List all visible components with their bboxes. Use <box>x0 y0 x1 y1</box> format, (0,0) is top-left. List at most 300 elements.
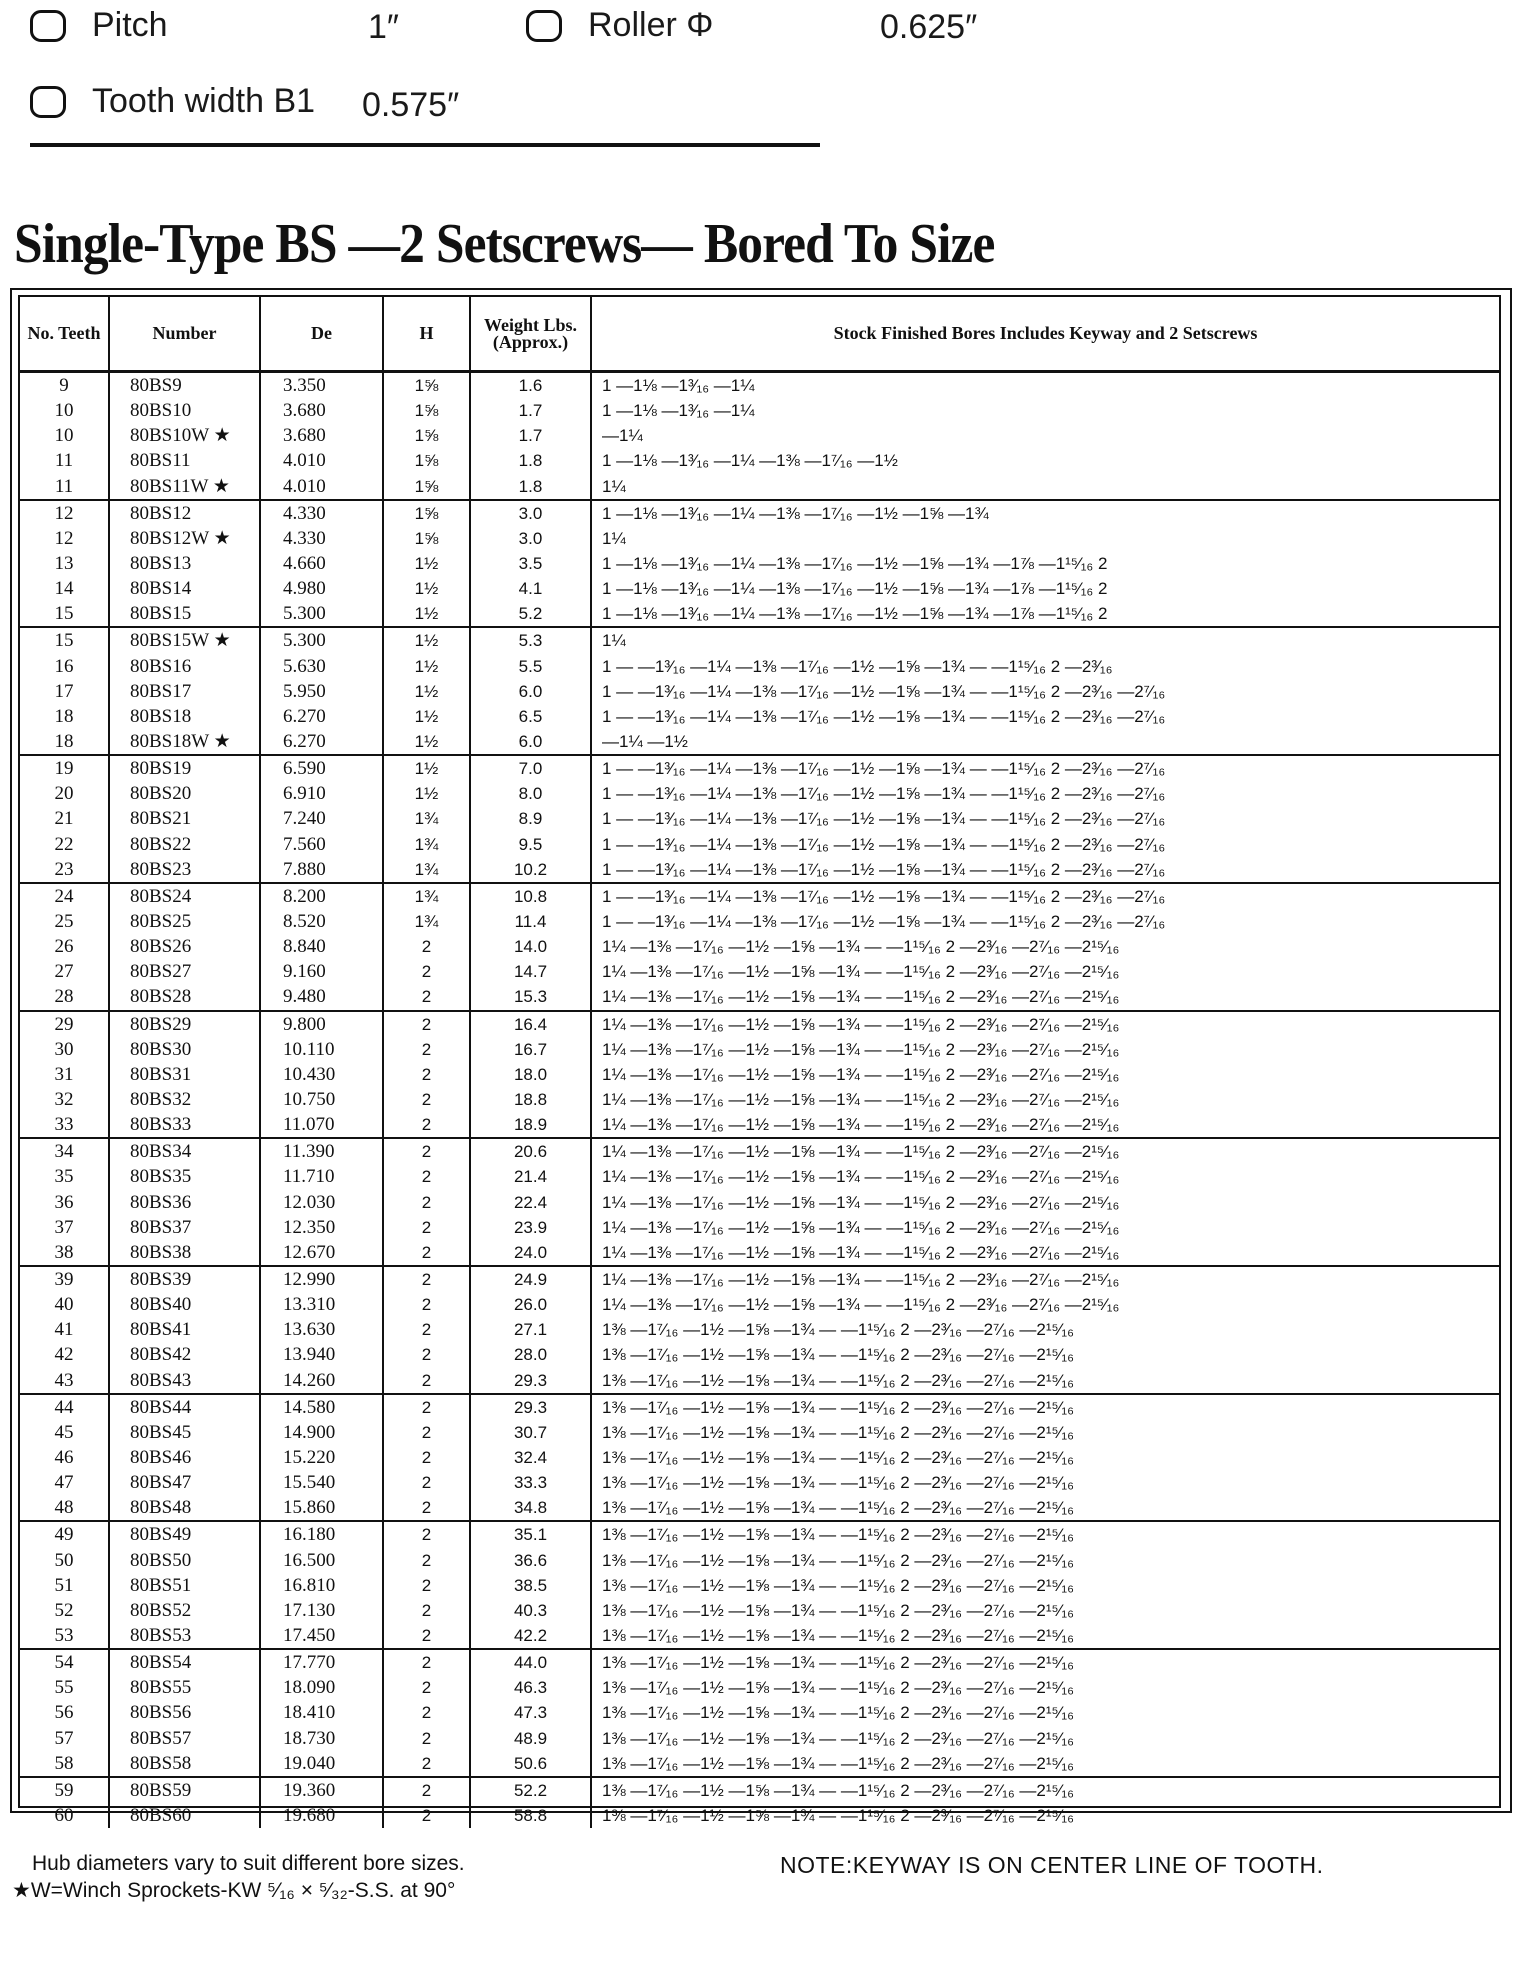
cell-de: 16.500 <box>260 1547 383 1572</box>
table-row <box>20 984 1499 1010</box>
cell-teeth: 16 <box>54 655 74 677</box>
cell-teeth: 40 <box>54 1294 74 1316</box>
cell-bores: 1¼ —1⅜ —1⁷⁄₁₆ —1½ —1⅝ —1¾ — —1¹⁵⁄₁₆ 2 —2³⁄₁₆ —2⁷⁄₁₆ —2¹⁵⁄₁₆ <box>591 1266 1499 1292</box>
cell-teeth: 32 <box>54 1089 74 1110</box>
cell-de: 15.220 <box>260 1445 383 1470</box>
tooth-width-label: Tooth width B1 <box>92 82 316 120</box>
cell-number: 80BS23 <box>109 857 260 883</box>
pitch-option[interactable] <box>30 6 168 45</box>
cell-teeth: 31 <box>54 1063 74 1085</box>
cell-h: 2 <box>383 934 470 959</box>
cell-h: 2 <box>383 1266 470 1292</box>
cell-bores: 1⅜ —1⁷⁄₁₆ —1½ —1⅝ —1¾ — —1¹⁵⁄₁₆ 2 —2³⁄₁₆ —2⁷⁄₁₆ —2¹⁵⁄₁₆ <box>591 1803 1499 1828</box>
cell-teeth: 43 <box>54 1369 74 1391</box>
cell-de: 5.300 <box>260 601 383 627</box>
cell-weight: 46.3 <box>470 1675 591 1700</box>
spec-section <box>0 0 1536 124</box>
cell-teeth: 23 <box>54 858 74 880</box>
cell-number: 80BS10W ★ <box>109 423 260 448</box>
cell-h: 2 <box>383 1394 470 1420</box>
cell-teeth: 49 <box>20 1521 109 1547</box>
cell-teeth: 9 <box>59 375 69 397</box>
roller-option[interactable] <box>526 6 713 45</box>
cell-de: 16.180 <box>260 1521 383 1547</box>
cell-number: 80BS14 <box>109 576 260 601</box>
cell-h: 1½ <box>383 781 470 806</box>
table-row <box>20 1803 1499 1828</box>
cell-h: 1½ <box>383 627 470 653</box>
cell-weight: 27.1 <box>470 1317 591 1342</box>
cell-bores: 1¼ —1⅜ —1⁷⁄₁₆ —1½ —1⅝ —1¾ — —1¹⁵⁄₁₆ 2 —2³⁄₁₆ —2⁷⁄₁₆ —2¹⁵⁄₁₆ <box>591 1240 1499 1266</box>
roller-radio[interactable] <box>526 10 562 42</box>
header-h: H <box>383 297 470 372</box>
table-row <box>20 1649 1499 1675</box>
cell-weight: 23.9 <box>470 1215 591 1240</box>
cell-de: 13.630 <box>260 1317 383 1342</box>
cell-h: 2 <box>383 1649 470 1675</box>
cell-de: 5.630 <box>260 654 383 679</box>
cell-weight: 18.8 <box>470 1087 591 1112</box>
cell-de: 14.580 <box>260 1394 383 1420</box>
cell-h: 2 <box>383 1367 470 1393</box>
cell-de: 17.770 <box>260 1649 383 1675</box>
cell-number: 80BS52 <box>109 1598 260 1623</box>
cell-bores: 1¼ —1⅜ —1⁷⁄₁₆ —1½ —1⅝ —1¾ — —1¹⁵⁄₁₆ 2 —2³⁄₁₆ —2⁷⁄₁₆ —2¹⁵⁄₁₆ <box>591 1112 1499 1138</box>
cell-bores: 1¼ —1⅜ —1⁷⁄₁₆ —1½ —1⅝ —1¾ — —1¹⁵⁄₁₆ 2 —2³⁄₁₆ —2⁷⁄₁₆ —2¹⁵⁄₁₆ <box>591 1190 1499 1215</box>
cell-h: 1¾ <box>383 909 470 934</box>
cell-teeth: 59 <box>20 1777 109 1803</box>
pitch-radio[interactable] <box>30 10 66 42</box>
cell-teeth: 35 <box>54 1166 74 1188</box>
cell-weight: 1.8 <box>470 448 591 473</box>
cell-h: 2 <box>383 1573 470 1598</box>
cell-number: 80BS16 <box>109 654 260 679</box>
cell-de: 3.350 <box>260 372 383 399</box>
table-body <box>20 372 1499 1829</box>
cell-teeth: 37 <box>54 1216 74 1238</box>
cell-teeth: 11 <box>54 475 74 497</box>
cell-teeth: 54 <box>20 1649 109 1675</box>
cell-h: 2 <box>383 1495 470 1521</box>
cell-de: 17.450 <box>260 1623 383 1649</box>
table-row <box>20 1573 1499 1598</box>
cell-teeth: 41 <box>54 1319 74 1341</box>
cell-de: 12.990 <box>260 1266 383 1292</box>
cell-h: 2 <box>383 1445 470 1470</box>
cell-h: 1½ <box>383 601 470 627</box>
cell-number: 80BS46 <box>109 1445 260 1470</box>
cell-de: 11.710 <box>260 1164 383 1189</box>
cell-de: 6.270 <box>260 729 383 755</box>
table-row <box>20 1725 1499 1750</box>
cell-weight: 5.2 <box>470 601 591 627</box>
cell-de: 10.750 <box>260 1087 383 1112</box>
cell-teeth: 12 <box>20 500 109 526</box>
cell-teeth: 47 <box>54 1472 74 1494</box>
tooth-width-radio[interactable] <box>30 86 66 118</box>
cell-h: 1½ <box>383 654 470 679</box>
cell-number: 80BS22 <box>109 832 260 857</box>
table-row <box>20 1495 1499 1521</box>
cell-h: 2 <box>383 984 470 1010</box>
cell-weight: 34.8 <box>470 1495 591 1521</box>
cell-weight: 21.4 <box>470 1164 591 1189</box>
cell-de: 18.090 <box>260 1675 383 1700</box>
cell-de: 10.110 <box>260 1037 383 1062</box>
cell-teeth: 44 <box>20 1394 109 1420</box>
cell-weight: 1.7 <box>470 423 591 448</box>
cell-teeth: 55 <box>54 1677 74 1699</box>
cell-bores: 1 — —1³⁄₁₆ —1¼ —1⅜ —1⁷⁄₁₆ —1½ —1⅝ —1¾ — —1¹⁵⁄₁₆ 2 —2³⁄₁₆ —2⁷⁄₁₆ <box>591 704 1499 729</box>
table-row <box>20 1445 1499 1470</box>
table-row <box>20 704 1499 729</box>
cell-number: 80BS36 <box>109 1190 260 1215</box>
cell-number: 80BS21 <box>109 806 260 831</box>
cell-de: 11.390 <box>260 1138 383 1164</box>
cell-weight: 10.2 <box>470 857 591 883</box>
cell-number: 80BS34 <box>109 1138 260 1164</box>
cell-h: 2 <box>383 1112 470 1138</box>
cell-h: 2 <box>383 1317 470 1342</box>
cell-h: 1⅝ <box>383 398 470 423</box>
cell-bores: 1 —1⅛ —1³⁄₁₆ —1¼ <box>591 372 1499 399</box>
cell-number: 80BS50 <box>109 1547 260 1572</box>
table-row <box>20 1420 1499 1445</box>
table-row <box>20 1317 1499 1342</box>
cell-weight: 44.0 <box>470 1649 591 1675</box>
cell-h: 2 <box>383 1777 470 1803</box>
cell-number: 80BS47 <box>109 1470 260 1495</box>
cell-number: 80BS42 <box>109 1342 260 1367</box>
cell-weight: 58.8 <box>470 1803 591 1828</box>
cell-number: 80BS33 <box>109 1112 260 1138</box>
cell-h: 1¾ <box>383 806 470 831</box>
cell-de: 13.310 <box>260 1292 383 1317</box>
cell-teeth: 56 <box>54 1702 74 1724</box>
cell-bores: 1 — —1³⁄₁₆ —1¼ —1⅜ —1⁷⁄₁₆ —1½ —1⅝ —1¾ — —1¹⁵⁄₁₆ 2 —2³⁄₁₆ —2⁷⁄₁₆ <box>591 781 1499 806</box>
cell-weight: 32.4 <box>470 1445 591 1470</box>
cell-weight: 8.0 <box>470 781 591 806</box>
cell-number: 80BS55 <box>109 1675 260 1700</box>
cell-h: 1½ <box>383 576 470 601</box>
cell-de: 19.040 <box>260 1751 383 1777</box>
cell-bores: —1¼ <box>591 423 1499 448</box>
cell-h: 2 <box>383 1215 470 1240</box>
cell-weight: 4.1 <box>470 576 591 601</box>
cell-weight: 42.2 <box>470 1623 591 1649</box>
cell-h: 1¾ <box>383 857 470 883</box>
table-row <box>20 526 1499 551</box>
cell-number: 80BS35 <box>109 1164 260 1189</box>
cell-teeth: 38 <box>54 1241 74 1263</box>
cell-bores: 1⅜ —1⁷⁄₁₆ —1½ —1⅝ —1¾ — —1¹⁵⁄₁₆ 2 —2³⁄₁₆ —2⁷⁄₁₆ —2¹⁵⁄₁₆ <box>591 1547 1499 1572</box>
cell-de: 19.360 <box>260 1777 383 1803</box>
pitch-label: Pitch <box>92 6 168 44</box>
cell-teeth: 46 <box>54 1446 74 1468</box>
cell-weight: 29.3 <box>470 1367 591 1393</box>
cell-bores: 1⅜ —1⁷⁄₁₆ —1½ —1⅝ —1¾ — —1¹⁵⁄₁₆ 2 —2³⁄₁₆ —2⁷⁄₁₆ —2¹⁵⁄₁₆ <box>591 1394 1499 1420</box>
cell-weight: 40.3 <box>470 1598 591 1623</box>
cell-bores: 1 —1⅛ —1³⁄₁₆ —1¼ <box>591 398 1499 423</box>
cell-bores: 1⅜ —1⁷⁄₁₆ —1½ —1⅝ —1¾ — —1¹⁵⁄₁₆ 2 —2³⁄₁₆ —2⁷⁄₁₆ —2¹⁵⁄₁₆ <box>591 1495 1499 1521</box>
cell-number: 80BS12W ★ <box>109 526 260 551</box>
header-divider <box>30 143 820 147</box>
cell-h: 1⅝ <box>383 423 470 448</box>
table-header <box>20 297 1499 372</box>
table-row <box>20 1367 1499 1393</box>
cell-h: 2 <box>383 1164 470 1189</box>
cell-h: 2 <box>383 1062 470 1087</box>
cell-number: 80BS12 <box>109 500 260 526</box>
tooth-width-value: 0.575″ <box>362 86 460 124</box>
cell-bores: 1⅜ —1⁷⁄₁₆ —1½ —1⅝ —1¾ — —1¹⁵⁄₁₆ 2 —2³⁄₁₆ —2⁷⁄₁₆ —2¹⁵⁄₁₆ <box>591 1598 1499 1623</box>
table-row <box>20 1164 1499 1189</box>
cell-bores: 1 — —1³⁄₁₆ —1¼ —1⅜ —1⁷⁄₁₆ —1½ —1⅝ —1¾ — —1¹⁵⁄₁₆ 2 —2³⁄₁₆ —2⁷⁄₁₆ <box>591 883 1499 909</box>
cell-number: 80BS11W ★ <box>109 474 260 500</box>
table-row <box>20 1215 1499 1240</box>
cell-teeth: 60 <box>54 1804 74 1826</box>
cell-de: 7.560 <box>260 832 383 857</box>
cell-weight: 24.9 <box>470 1266 591 1292</box>
cell-number: 80BS15W ★ <box>109 627 260 653</box>
cell-teeth: 48 <box>54 1497 74 1519</box>
table-row <box>20 857 1499 883</box>
cell-de: 8.200 <box>260 883 383 909</box>
cell-weight: 52.2 <box>470 1777 591 1803</box>
cell-h: 2 <box>383 1011 470 1037</box>
table-row <box>20 1394 1499 1420</box>
cell-teeth: 26 <box>54 936 74 958</box>
cell-number: 80BS45 <box>109 1420 260 1445</box>
cell-number: 80BS26 <box>109 934 260 959</box>
cell-number: 80BS59 <box>109 1777 260 1803</box>
cell-number: 80BS11 <box>109 448 260 473</box>
cell-weight: 6.0 <box>470 729 591 755</box>
table-row <box>20 1521 1499 1547</box>
cell-weight: 18.9 <box>470 1112 591 1138</box>
cell-weight: 6.5 <box>470 704 591 729</box>
cell-bores: 1⅜ —1⁷⁄₁₆ —1½ —1⅝ —1¾ — —1¹⁵⁄₁₆ 2 —2³⁄₁₆ —2⁷⁄₁₆ —2¹⁵⁄₁₆ <box>591 1751 1499 1777</box>
cell-number: 80BS31 <box>109 1062 260 1087</box>
cell-bores: 1⅜ —1⁷⁄₁₆ —1½ —1⅝ —1¾ — —1¹⁵⁄₁₆ 2 —2³⁄₁₆ —2⁷⁄₁₆ —2¹⁵⁄₁₆ <box>591 1623 1499 1649</box>
cell-h: 1½ <box>383 704 470 729</box>
cell-h: 2 <box>383 1547 470 1572</box>
cell-bores: 1¼ —1⅜ —1⁷⁄₁₆ —1½ —1⅝ —1¾ — —1¹⁵⁄₁₆ 2 —2³⁄₁₆ —2⁷⁄₁₆ —2¹⁵⁄₁₆ <box>591 1087 1499 1112</box>
cell-de: 18.730 <box>260 1725 383 1750</box>
cell-teeth: 39 <box>20 1266 109 1292</box>
winch-note: ★W=Winch Sprockets-KW ⁵⁄₁₆ × ⁵⁄₃₂-S.S. at 90° <box>12 1879 456 1902</box>
table-row <box>20 1037 1499 1062</box>
cell-number: 80BS48 <box>109 1495 260 1521</box>
cell-weight: 10.8 <box>470 883 591 909</box>
cell-weight: 50.6 <box>470 1751 591 1777</box>
cell-weight: 3.0 <box>470 500 591 526</box>
cell-weight: 1.7 <box>470 398 591 423</box>
cell-bores: 1¼ —1⅜ —1⁷⁄₁₆ —1½ —1⅝ —1¾ — —1¹⁵⁄₁₆ 2 —2³⁄₁₆ —2⁷⁄₁₆ —2¹⁵⁄₁₆ <box>591 1062 1499 1087</box>
cell-weight: 1.8 <box>470 474 591 500</box>
table-row <box>20 1751 1499 1777</box>
cell-number: 80BS41 <box>109 1317 260 1342</box>
cell-de: 18.410 <box>260 1700 383 1725</box>
cell-number: 80BS38 <box>109 1240 260 1266</box>
table-row <box>20 601 1499 627</box>
cell-bores: 1 — —1³⁄₁₆ —1¼ —1⅜ —1⁷⁄₁₆ —1½ —1⅝ —1¾ — —1¹⁵⁄₁₆ 2 —2³⁄₁₆ —2⁷⁄₁₆ <box>591 909 1499 934</box>
cell-h: 2 <box>383 1675 470 1700</box>
table-row <box>20 1700 1499 1725</box>
cell-number: 80BS44 <box>109 1394 260 1420</box>
cell-bores: 1¼ —1⅜ —1⁷⁄₁₆ —1½ —1⅝ —1¾ — —1¹⁵⁄₁₆ 2 —2³⁄₁₆ —2⁷⁄₁₆ —2¹⁵⁄₁₆ <box>591 1138 1499 1164</box>
cell-number: 80BS37 <box>109 1215 260 1240</box>
cell-teeth: 21 <box>54 808 74 830</box>
table-row <box>20 1087 1499 1112</box>
cell-number: 80BS58 <box>109 1751 260 1777</box>
tooth-width-option[interactable] <box>30 82 315 121</box>
cell-teeth: 12 <box>54 527 74 549</box>
cell-h: 1⅝ <box>383 500 470 526</box>
cell-de: 4.330 <box>260 500 383 526</box>
cell-bores: 1⅜ —1⁷⁄₁₆ —1½ —1⅝ —1¾ — —1¹⁵⁄₁₆ 2 —2³⁄₁₆ —2⁷⁄₁₆ —2¹⁵⁄₁₆ <box>591 1700 1499 1725</box>
cell-teeth: 17 <box>54 680 74 702</box>
cell-de: 3.680 <box>260 398 383 423</box>
cell-number: 80BS32 <box>109 1087 260 1112</box>
cell-de: 6.910 <box>260 781 383 806</box>
cell-number: 80BS49 <box>109 1521 260 1547</box>
cell-bores: 1⅜ —1⁷⁄₁₆ —1½ —1⅝ —1¾ — —1¹⁵⁄₁₆ 2 —2³⁄₁₆ —2⁷⁄₁₆ —2¹⁵⁄₁₆ <box>591 1675 1499 1700</box>
table-row <box>20 806 1499 831</box>
cell-de: 9.800 <box>260 1011 383 1037</box>
cell-teeth: 50 <box>54 1549 74 1571</box>
header-number: Number <box>109 297 260 372</box>
cell-h: 2 <box>383 1725 470 1750</box>
cell-de: 16.810 <box>260 1573 383 1598</box>
cell-bores: 1⅜ —1⁷⁄₁₆ —1½ —1⅝ —1¾ — —1¹⁵⁄₁₆ 2 —2³⁄₁₆ —2⁷⁄₁₆ —2¹⁵⁄₁₆ <box>591 1420 1499 1445</box>
cell-weight: 8.9 <box>470 806 591 831</box>
cell-teeth: 15 <box>20 627 109 653</box>
cell-de: 8.520 <box>260 909 383 934</box>
table-row <box>20 679 1499 704</box>
cell-bores: 1¼ —1⅜ —1⁷⁄₁₆ —1½ —1⅝ —1¾ — —1¹⁵⁄₁₆ 2 —2³⁄₁₆ —2⁷⁄₁₆ —2¹⁵⁄₁₆ <box>591 1164 1499 1189</box>
cell-h: 2 <box>383 1342 470 1367</box>
cell-h: 2 <box>383 1037 470 1062</box>
cell-bores: 1⅜ —1⁷⁄₁₆ —1½ —1⅝ —1¾ — —1¹⁵⁄₁₆ 2 —2³⁄₁₆ —2⁷⁄₁₆ —2¹⁵⁄₁₆ <box>591 1342 1499 1367</box>
cell-number: 80BS28 <box>109 984 260 1010</box>
pitch-value: 1″ <box>368 8 399 46</box>
table-row <box>20 627 1499 653</box>
cell-bores: 1 — —1³⁄₁₆ —1¼ —1⅜ —1⁷⁄₁₆ —1½ —1⅝ —1¾ — —1¹⁵⁄₁₆ 2 —2³⁄₁₆ —2⁷⁄₁₆ <box>591 832 1499 857</box>
cell-weight: 26.0 <box>470 1292 591 1317</box>
cell-number: 80BS56 <box>109 1700 260 1725</box>
cell-number: 80BS9 <box>109 372 260 399</box>
cell-weight: 18.0 <box>470 1062 591 1087</box>
cell-h: 2 <box>383 1751 470 1777</box>
cell-de: 5.300 <box>260 627 383 653</box>
cell-number: 80BS40 <box>109 1292 260 1317</box>
cell-de: 7.880 <box>260 857 383 883</box>
cell-weight: 14.0 <box>470 934 591 959</box>
cell-de: 11.070 <box>260 1112 383 1138</box>
cell-h: 2 <box>383 1087 470 1112</box>
table-row <box>20 1190 1499 1215</box>
table-row <box>20 1598 1499 1623</box>
cell-weight: 3.0 <box>470 526 591 551</box>
cell-teeth: 51 <box>54 1574 74 1596</box>
cell-number: 80BS30 <box>109 1037 260 1062</box>
cell-number: 80BS54 <box>109 1649 260 1675</box>
cell-weight: 35.1 <box>470 1521 591 1547</box>
cell-weight: 24.0 <box>470 1240 591 1266</box>
cell-de: 15.860 <box>260 1495 383 1521</box>
keyway-note: NOTE:KEYWAY IS ON CENTER LINE OF TOOTH. <box>780 1852 1324 1878</box>
cell-de: 12.670 <box>260 1240 383 1266</box>
cell-bores: 1 — —1³⁄₁₆ —1¼ —1⅜ —1⁷⁄₁₆ —1½ —1⅝ —1¾ — —1¹⁵⁄₁₆ 2 —2³⁄₁₆ —2⁷⁄₁₆ <box>591 857 1499 883</box>
cell-teeth: 24 <box>20 883 109 909</box>
table-row <box>20 551 1499 576</box>
cell-bores: 1 — —1³⁄₁₆ —1¼ —1⅜ —1⁷⁄₁₆ —1½ —1⅝ —1¾ — —1¹⁵⁄₁₆ 2 —2³⁄₁₆ —2⁷⁄₁₆ <box>591 755 1499 781</box>
cell-number: 80BS18W ★ <box>109 729 260 755</box>
cell-weight: 16.7 <box>470 1037 591 1062</box>
cell-de: 12.030 <box>260 1190 383 1215</box>
table-row <box>20 729 1499 755</box>
table-row <box>20 448 1499 473</box>
cell-weight: 38.5 <box>470 1573 591 1598</box>
table-row <box>20 398 1499 423</box>
cell-bores: 1¼ —1⅜ —1⁷⁄₁₆ —1½ —1⅝ —1¾ — —1¹⁵⁄₁₆ 2 —2³⁄₁₆ —2⁷⁄₁₆ —2¹⁵⁄₁₆ <box>591 934 1499 959</box>
header-teeth: No. Teeth <box>20 297 109 372</box>
cell-weight: 9.5 <box>470 832 591 857</box>
cell-de: 7.240 <box>260 806 383 831</box>
table-row <box>20 500 1499 526</box>
cell-bores: 1 —1⅛ —1³⁄₁₆ —1¼ —1⅜ —1⁷⁄₁₆ —1½ —1⅝ —1¾ —1⅞ —1¹⁵⁄₁₆ 2 <box>591 576 1499 601</box>
cell-weight: 33.3 <box>470 1470 591 1495</box>
cell-teeth: 20 <box>54 783 74 805</box>
cell-bores: 1 —1⅛ —1³⁄₁₆ —1¼ —1⅜ —1⁷⁄₁₆ —1½ —1⅝ —1¾ —1⅞ —1¹⁵⁄₁₆ 2 <box>591 601 1499 627</box>
cell-number: 80BS25 <box>109 909 260 934</box>
cell-bores: 1¼ —1⅜ —1⁷⁄₁₆ —1½ —1⅝ —1¾ — —1¹⁵⁄₁₆ 2 —2³⁄₁₆ —2⁷⁄₁₆ —2¹⁵⁄₁₆ <box>591 1011 1499 1037</box>
cell-bores: 1¼ <box>591 474 1499 500</box>
cell-bores: 1 — —1³⁄₁₆ —1¼ —1⅜ —1⁷⁄₁₆ —1½ —1⅝ —1¾ — —1¹⁵⁄₁₆ 2 —2³⁄₁₆ —2⁷⁄₁₆ <box>591 679 1499 704</box>
cell-number: 80BS17 <box>109 679 260 704</box>
table-row <box>20 1062 1499 1087</box>
cell-de: 6.590 <box>260 755 383 781</box>
cell-number: 80BS57 <box>109 1725 260 1750</box>
cell-weight: 1.6 <box>470 372 591 399</box>
cell-de: 6.270 <box>260 704 383 729</box>
cell-number: 80BS19 <box>109 755 260 781</box>
cell-weight: 6.0 <box>470 679 591 704</box>
cell-number: 80BS51 <box>109 1573 260 1598</box>
cell-bores: 1⅜ —1⁷⁄₁₆ —1½ —1⅝ —1¾ — —1¹⁵⁄₁₆ 2 —2³⁄₁₆ —2⁷⁄₁₆ —2¹⁵⁄₁₆ <box>591 1777 1499 1803</box>
cell-bores: 1⅜ —1⁷⁄₁₆ —1½ —1⅝ —1¾ — —1¹⁵⁄₁₆ 2 —2³⁄₁₆ —2⁷⁄₁₆ —2¹⁵⁄₁₆ <box>591 1445 1499 1470</box>
cell-teeth: 42 <box>54 1344 74 1366</box>
cell-de: 4.010 <box>260 474 383 500</box>
cell-de: 14.260 <box>260 1367 383 1393</box>
cell-bores: 1 —1⅛ —1³⁄₁₆ —1¼ —1⅜ —1⁷⁄₁₆ —1½ —1⅝ —1¾ <box>591 500 1499 526</box>
cell-teeth: 13 <box>54 553 74 575</box>
bores-table <box>20 297 1499 1828</box>
table-row <box>20 576 1499 601</box>
cell-teeth: 19 <box>20 755 109 781</box>
cell-bores: 1⅜ —1⁷⁄₁₆ —1½ —1⅝ —1¾ — —1¹⁵⁄₁₆ 2 —2³⁄₁₆ —2⁷⁄₁₆ —2¹⁵⁄₁₆ <box>591 1470 1499 1495</box>
cell-h: 1½ <box>383 551 470 576</box>
cell-teeth: 28 <box>54 986 74 1008</box>
cell-weight: 3.5 <box>470 551 591 576</box>
table-row <box>20 1266 1499 1292</box>
cell-teeth: 30 <box>54 1038 74 1060</box>
cell-de: 12.350 <box>260 1215 383 1240</box>
cell-h: 2 <box>383 1623 470 1649</box>
table-row <box>20 1240 1499 1266</box>
cell-h: 1½ <box>383 679 470 704</box>
